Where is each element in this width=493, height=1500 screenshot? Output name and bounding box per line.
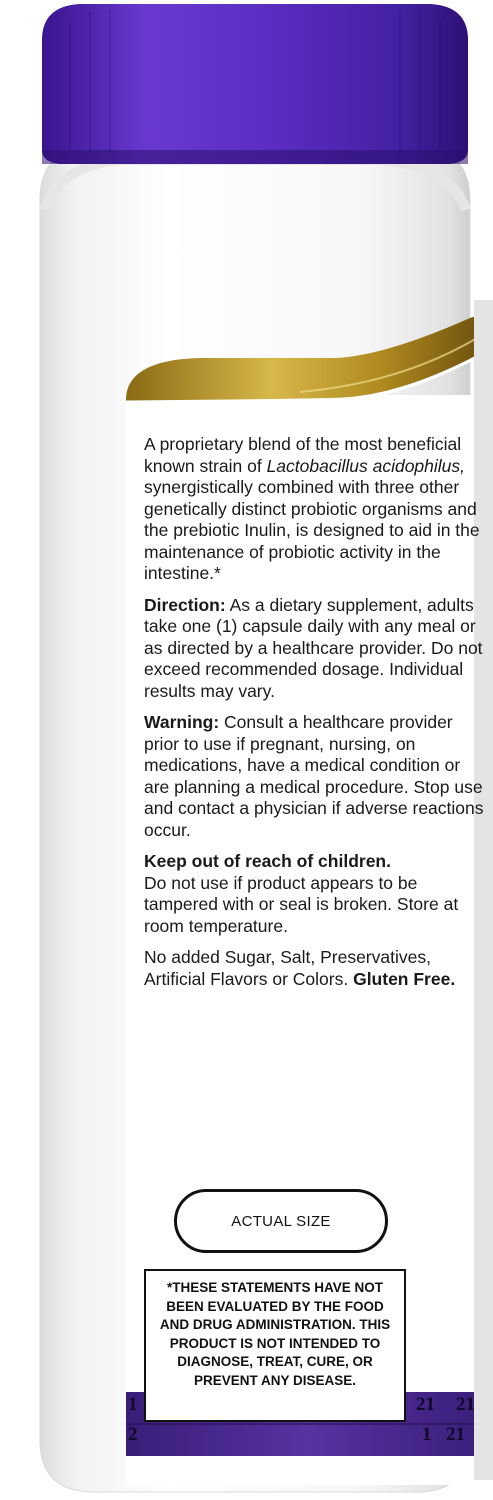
description-continued: synergistically combined with three other genetically distinct probiotic organisms and the prebiotic Inulin, is designed to aid in the maintenance of probiotic activity in the intestine.* xyxy=(144,477,480,583)
actual-size-label: ACTUAL SIZE xyxy=(231,1212,331,1230)
no-added-text: No added Sugar, Salt, Preservatives, Artificial Flavors or Colors. xyxy=(144,947,431,989)
actual-size-outline xyxy=(174,1189,388,1253)
direction-text: As a dietary supplement, adults take one (1) capsule daily with any meal or as directed by a healthcare provider. Do not exceed recommended dosage. Individual results may vary. xyxy=(144,594,483,701)
band-number: 21 xyxy=(446,1424,465,1445)
band-number: 1 xyxy=(128,1394,138,1415)
warning-text: Consult a healthcare provider prior to use if pregnant, nursing, on medications, have a medical condition or are planning a medical procedure. Stop use and contact a physician if adverse reactions occur. xyxy=(144,712,484,840)
direction-heading: Direction: xyxy=(144,594,226,615)
band-number: 1 xyxy=(422,1424,432,1445)
keep-out-paragraph xyxy=(144,851,484,937)
description-paragraph xyxy=(144,434,484,585)
band-number: 21 xyxy=(416,1394,435,1415)
keep-out-heading: Keep out of reach of children. xyxy=(144,851,391,871)
band-number: 21 xyxy=(456,1394,475,1415)
no-added-paragraph xyxy=(144,947,484,990)
warning-paragraph xyxy=(144,712,484,841)
direction-paragraph xyxy=(144,595,484,703)
fda-disclaimer-box xyxy=(144,1269,406,1422)
fda-disclaimer-text: *THESE STATEMENTS HAVE NOT BEEN EVALUATED BY THE FOOD AND DRUG ADMINISTRATION. THIS PRODUCT IS NOT INTENDED TO DIAGNOSE, TREAT, CURE, OR PREVENT ANY DISEASE. xyxy=(159,1280,391,1388)
gluten-free-text: Gluten Free. xyxy=(353,968,456,989)
strain-name: Lactobacillus acidophilus, xyxy=(266,455,466,476)
warning-heading: Warning: xyxy=(144,712,220,732)
keep-out-text: Do not use if product appears to be tampered with or seal is broken. Store at room temperature. xyxy=(144,872,459,936)
label-body-text xyxy=(144,434,484,1000)
band-number: 2 xyxy=(128,1424,138,1445)
description-text: A proprietary blend of the most beneficial known strain of xyxy=(144,434,462,476)
